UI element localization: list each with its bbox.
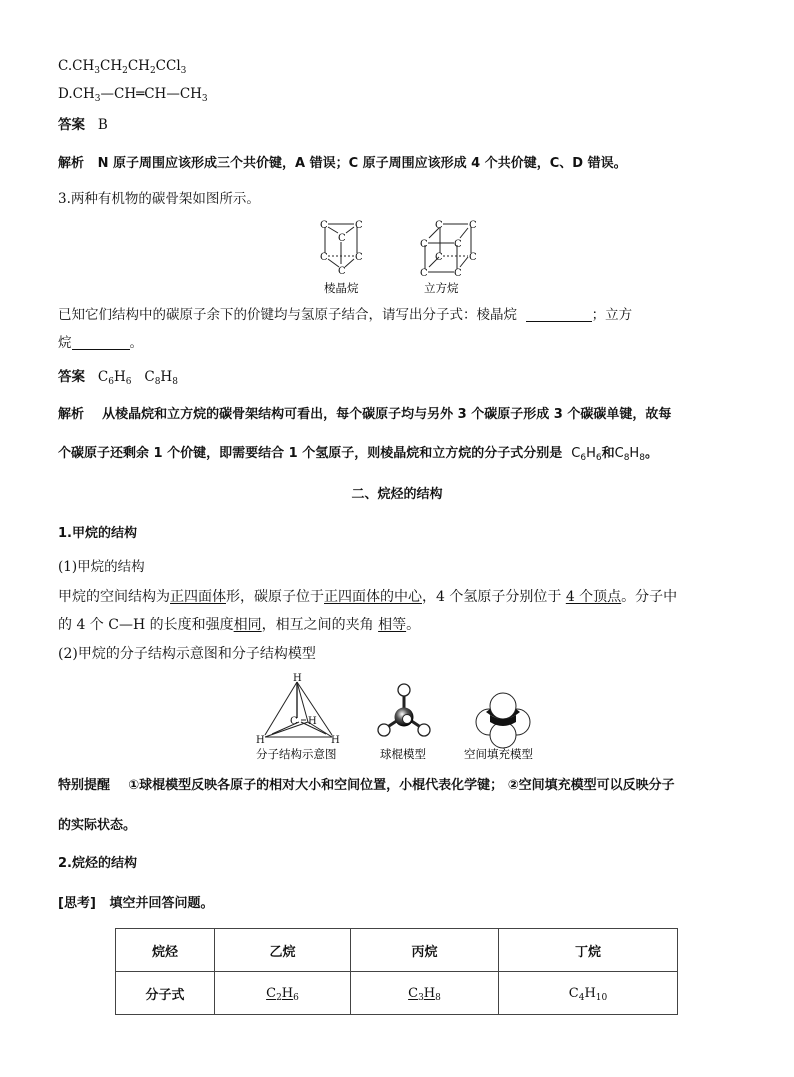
answer-label: 答案	[58, 117, 85, 133]
carbon-atom: C	[320, 220, 328, 231]
carbon-atom: C	[435, 252, 443, 263]
space-filling-model	[462, 682, 546, 766]
diagram-caption: 分子结构示意图	[256, 747, 337, 761]
carbon-atom: C	[435, 220, 443, 231]
analysis-1	[58, 155, 627, 173]
propane-formula: $C_3H_8$	[351, 972, 499, 1015]
hydrogen-atom: H	[293, 673, 302, 684]
hydrogen-atom: H	[308, 716, 317, 727]
answer-label: 答案	[58, 369, 85, 385]
carbon-atom: C	[469, 220, 477, 231]
methane-heading: 1.甲烷的结构	[58, 526, 137, 541]
prismane-caption: 棱晶烷	[324, 281, 359, 295]
methane-paragraph-line-2: 的 4 个 C—H 的长度和强度相同，相互之间的夹角 相等。	[58, 617, 421, 633]
option-d: $D.CH_3—CH═CH—CH_3$	[58, 86, 208, 104]
carbon-atom: C	[355, 252, 363, 263]
carbon-atom: C	[320, 252, 328, 263]
carbon-atom: C	[454, 239, 462, 250]
answer-1	[58, 116, 108, 134]
think-line: [思考] 填空并回答问题。	[58, 896, 214, 911]
analysis-label: 解析	[58, 407, 85, 422]
option-c: $C.CH_3CH_2CH_2CCl_3$	[58, 58, 187, 76]
methane-subheading-1: (1)甲烷的结构	[58, 559, 145, 575]
table-header-row	[116, 929, 678, 972]
analysis-2-line-1: 解析 从棱晶烷和立方烷的碳骨架结构可看出，每个碳原子均与另外 3 个碳原子形成 3 个碳碳单键，故每	[58, 407, 672, 422]
table-header: 乙烷	[215, 929, 351, 972]
answer-2: 答案 $C_6H_6$ $C_8H_8$	[58, 369, 178, 387]
tip-label: 特别提醒	[58, 778, 111, 793]
alkane-table	[115, 928, 678, 1015]
fill-in-line-1: 已知它们结构中的碳原子余下的价键均与氢原子结合，请写出分子式：棱晶烷 ；立方	[58, 307, 633, 323]
table-header: 烷烃	[116, 929, 215, 972]
table-header: 丙烷	[351, 929, 499, 972]
butane-formula: $C_4H_{10}$	[499, 972, 678, 1015]
table-header: 丁烷	[499, 929, 678, 972]
section-title: 二、烷烃的结构	[351, 487, 443, 502]
fill-in-line-2: 烷 。	[58, 335, 143, 351]
row-label: 分子式	[116, 972, 215, 1015]
answer-blank[interactable]	[72, 335, 130, 350]
carbon-atom: C	[290, 716, 298, 727]
analysis-label: 解析	[58, 156, 85, 171]
ball-and-stick-caption: 球棍模型	[380, 747, 426, 761]
think-label: [思考]	[58, 896, 96, 911]
methane-structure-diagram	[250, 670, 355, 766]
ethane-formula: $C_2H_6$	[215, 972, 351, 1015]
cubane-caption: 立方烷	[424, 281, 459, 295]
carbon-atom: C	[469, 252, 477, 263]
carbon-atom: C	[420, 239, 428, 250]
carbon-atom: C	[454, 268, 462, 279]
analysis-2-line-2: 个碳原子还剩余 1 个价键，即需要结合 1 个氢原子，则棱晶烷和立方烷的分子式分别是 $C_6H_6$和$C_8H_8$。	[58, 446, 658, 463]
tip-line-2: 的实际状态。	[58, 818, 137, 833]
question-3: 3.两种有机物的碳骨架如图所示。	[58, 191, 260, 207]
tip-line-1: 特别提醒 ①球棍模型反映各原子的相对大小和空间位置，小棍代表化学键； ②空间填充模型可以反映分子	[58, 778, 675, 793]
hydrogen-atom: H	[256, 735, 265, 746]
methane-subheading-2: (2)甲烷的分子结构示意图和分子结构模型	[58, 646, 316, 662]
analysis-text: N 原子周围应该形成三个共价键，A 错误；C 原子周围应该形成 4 个共价键，C、D 错误。	[97, 156, 627, 171]
space-filling-caption: 空间填充模型	[464, 747, 533, 761]
carbon-atom: C	[338, 266, 346, 277]
alkane-heading: 2.烷烃的结构	[58, 856, 137, 871]
answer-value: B	[97, 117, 108, 133]
prismane-figure	[310, 212, 372, 296]
answer-blank[interactable]	[526, 307, 592, 322]
carbon-atom: C	[338, 233, 346, 244]
carbon-atom: C	[355, 220, 363, 231]
carbon-atom: C	[420, 268, 428, 279]
ball-and-stick-model	[372, 680, 444, 766]
cubane-figure	[418, 212, 488, 296]
methane-paragraph-line-1: 甲烷的空间结构为正四面体形，碳原子位于正四面体的中心，4 个氢原子分别位于 4 个顶点。分子中	[58, 589, 678, 605]
table-row	[116, 972, 678, 1015]
hydrogen-atom: H	[331, 735, 340, 746]
